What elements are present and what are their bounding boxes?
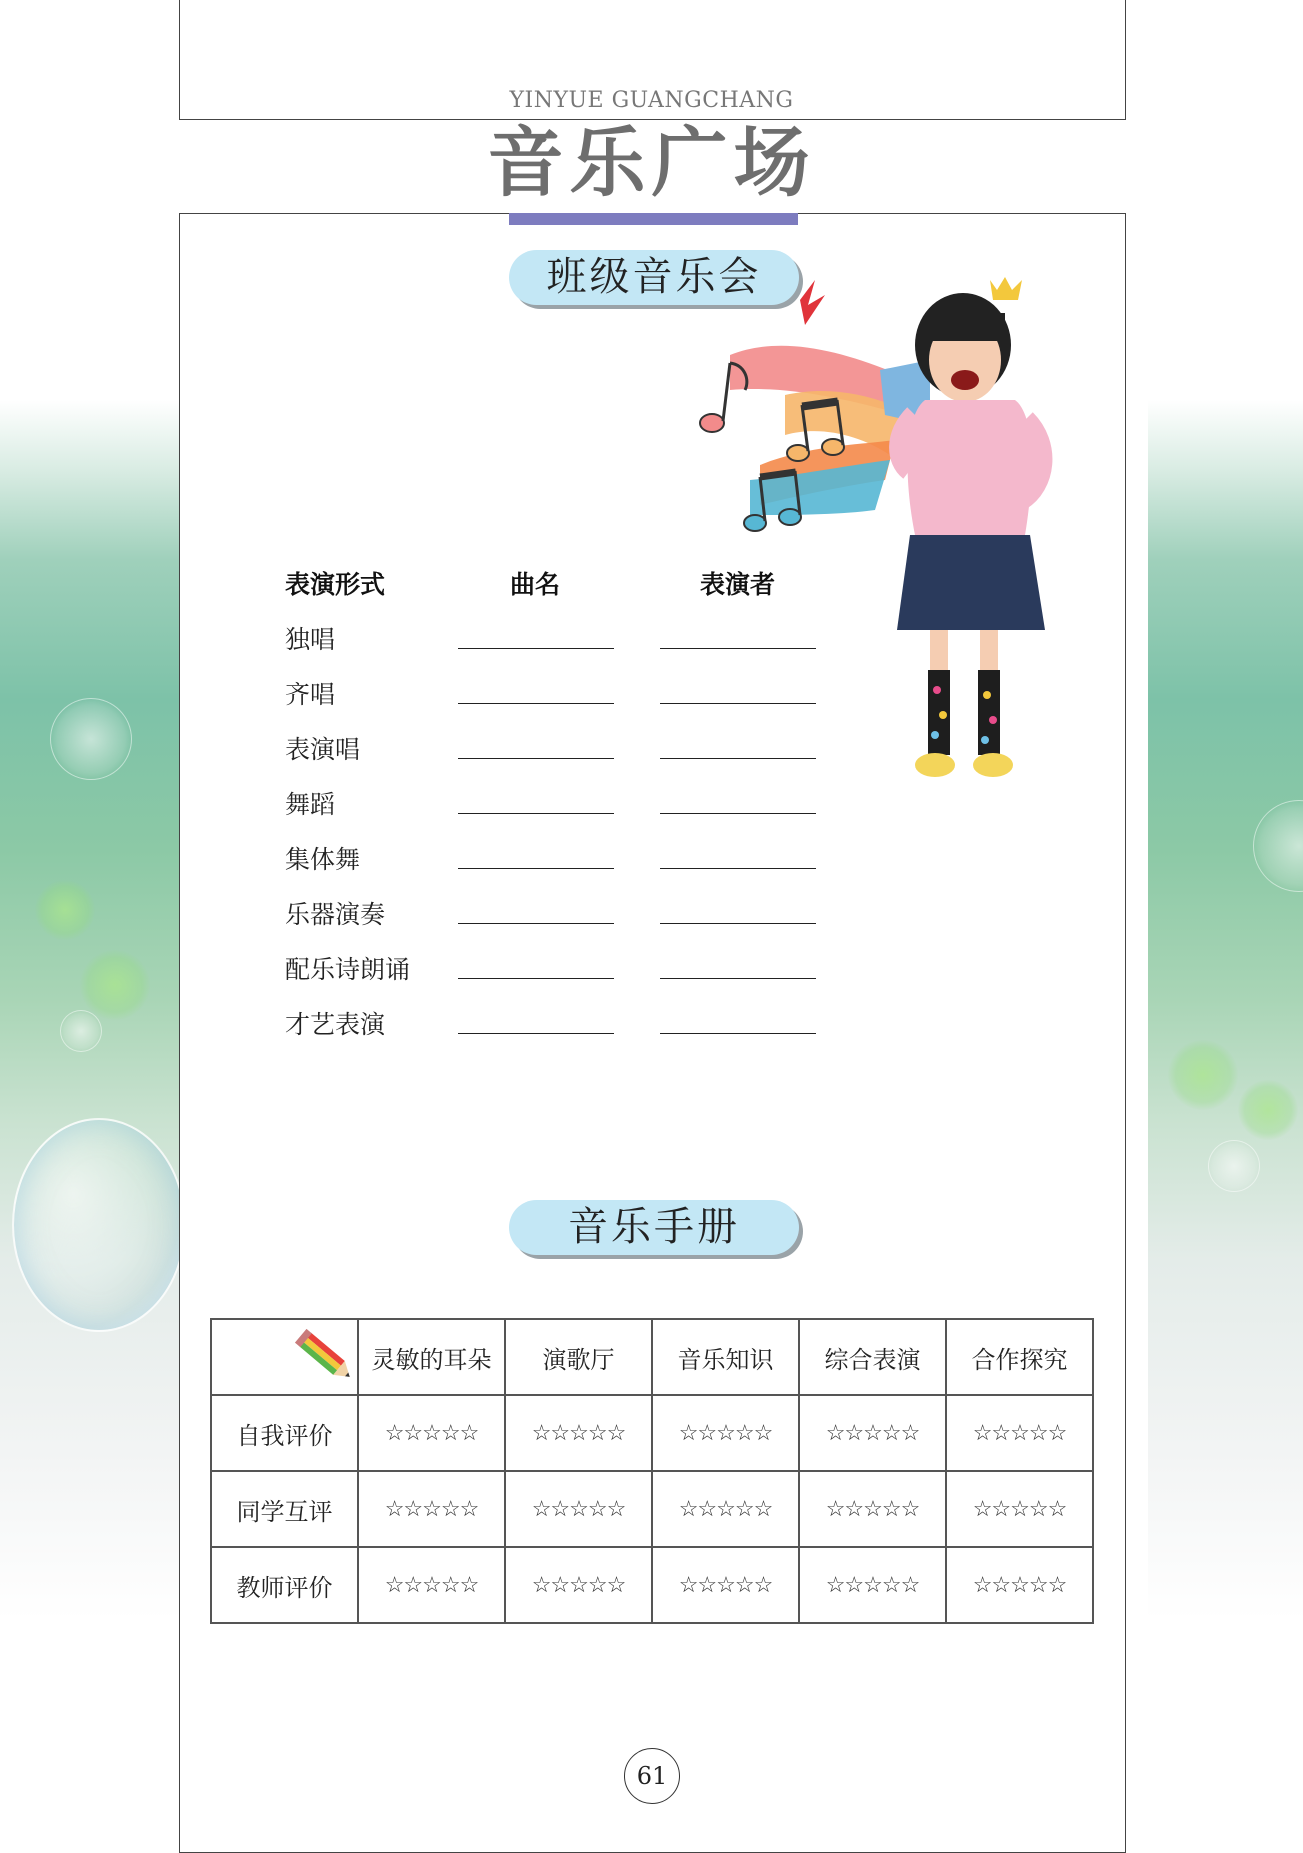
column-header: 音乐知识 (652, 1319, 799, 1395)
perf-row-label: 乐器演奏 (285, 900, 386, 929)
table-header-row (211, 1319, 1093, 1395)
page-title: 音乐广场 (487, 118, 816, 207)
column-header: 综合表演 (799, 1319, 946, 1395)
bokeh-circle (1168, 1040, 1238, 1110)
perf-row-label: 表演唱 (285, 735, 361, 764)
star-rating[interactable]: ☆☆☆☆☆ (358, 1471, 505, 1547)
star-rating[interactable]: ☆☆☆☆☆ (946, 1471, 1093, 1547)
table-row (211, 1471, 1093, 1547)
girl-illustration (885, 275, 1075, 805)
perf-row-label: 集体舞 (285, 845, 361, 874)
perf-row-label: 齐唱 (285, 680, 336, 709)
star-rating[interactable]: ☆☆☆☆☆ (799, 1395, 946, 1471)
star-rating[interactable]: ☆☆☆☆☆ (505, 1471, 652, 1547)
row-header: 教师评价 (211, 1547, 358, 1623)
star-rating[interactable]: ☆☆☆☆☆ (946, 1395, 1093, 1471)
column-header-song: 曲名 (510, 570, 561, 599)
column-header: 合作探究 (946, 1319, 1093, 1395)
bokeh-circle (35, 880, 95, 940)
song-blank[interactable] (458, 978, 614, 979)
background-right-panel (1148, 0, 1303, 1842)
song-blank[interactable] (458, 868, 614, 869)
star-rating[interactable]: ☆☆☆☆☆ (652, 1547, 799, 1623)
perf-row-label: 配乐诗朗诵 (285, 955, 411, 984)
pencil-icon (291, 1324, 361, 1390)
performer-blank[interactable] (660, 868, 816, 869)
bokeh-circle (80, 950, 150, 1020)
soap-bubble (12, 1118, 186, 1332)
section-title-handbook: 音乐手册 (509, 1200, 799, 1255)
table-row (211, 1395, 1093, 1471)
row-header: 同学互评 (211, 1471, 358, 1547)
section-title-concert: 班级音乐会 (509, 250, 799, 305)
performer-blank[interactable] (660, 648, 816, 649)
performer-blank[interactable] (660, 978, 816, 979)
performer-blank[interactable] (660, 703, 816, 704)
row-header: 自我评价 (211, 1395, 358, 1471)
table-row (211, 1547, 1093, 1623)
perf-row-label: 独唱 (285, 625, 336, 654)
perf-row-label: 才艺表演 (285, 1010, 386, 1039)
song-blank[interactable] (458, 1033, 614, 1034)
song-blank[interactable] (458, 923, 614, 924)
perf-row-label: 舞蹈 (285, 790, 336, 819)
column-header-form: 表演形式 (285, 570, 386, 599)
star-rating[interactable]: ☆☆☆☆☆ (358, 1395, 505, 1471)
song-blank[interactable] (458, 703, 614, 704)
performer-blank[interactable] (660, 1033, 816, 1034)
bokeh-circle (60, 1010, 102, 1052)
title-underline-bar (509, 213, 798, 225)
star-rating[interactable]: ☆☆☆☆☆ (799, 1471, 946, 1547)
bokeh-circle (1253, 800, 1303, 892)
evaluation-table (210, 1318, 1094, 1624)
bokeh-circle (1238, 1080, 1298, 1140)
bokeh-circle (50, 698, 132, 780)
star-rating[interactable]: ☆☆☆☆☆ (946, 1547, 1093, 1623)
page-number: 61 (624, 1748, 680, 1804)
song-blank[interactable] (458, 648, 614, 649)
performer-blank[interactable] (660, 923, 816, 924)
star-rating[interactable]: ☆☆☆☆☆ (652, 1471, 799, 1547)
column-header-performer: 表演者 (700, 570, 776, 599)
star-rating[interactable]: ☆☆☆☆☆ (652, 1395, 799, 1471)
song-blank[interactable] (458, 813, 614, 814)
performer-blank[interactable] (660, 758, 816, 759)
column-header: 灵敏的耳朵 (358, 1319, 505, 1395)
star-rating[interactable]: ☆☆☆☆☆ (799, 1547, 946, 1623)
star-rating[interactable]: ☆☆☆☆☆ (505, 1547, 652, 1623)
performer-blank[interactable] (660, 813, 816, 814)
star-rating[interactable]: ☆☆☆☆☆ (505, 1395, 652, 1471)
header-subtitle: YINYUE GUANGCHANG (509, 88, 794, 113)
corner-cell (211, 1319, 358, 1395)
background-left-panel (0, 0, 180, 1842)
bokeh-circle (1208, 1140, 1260, 1192)
song-blank[interactable] (458, 758, 614, 759)
column-header: 演歌厅 (505, 1319, 652, 1395)
star-rating[interactable]: ☆☆☆☆☆ (358, 1547, 505, 1623)
